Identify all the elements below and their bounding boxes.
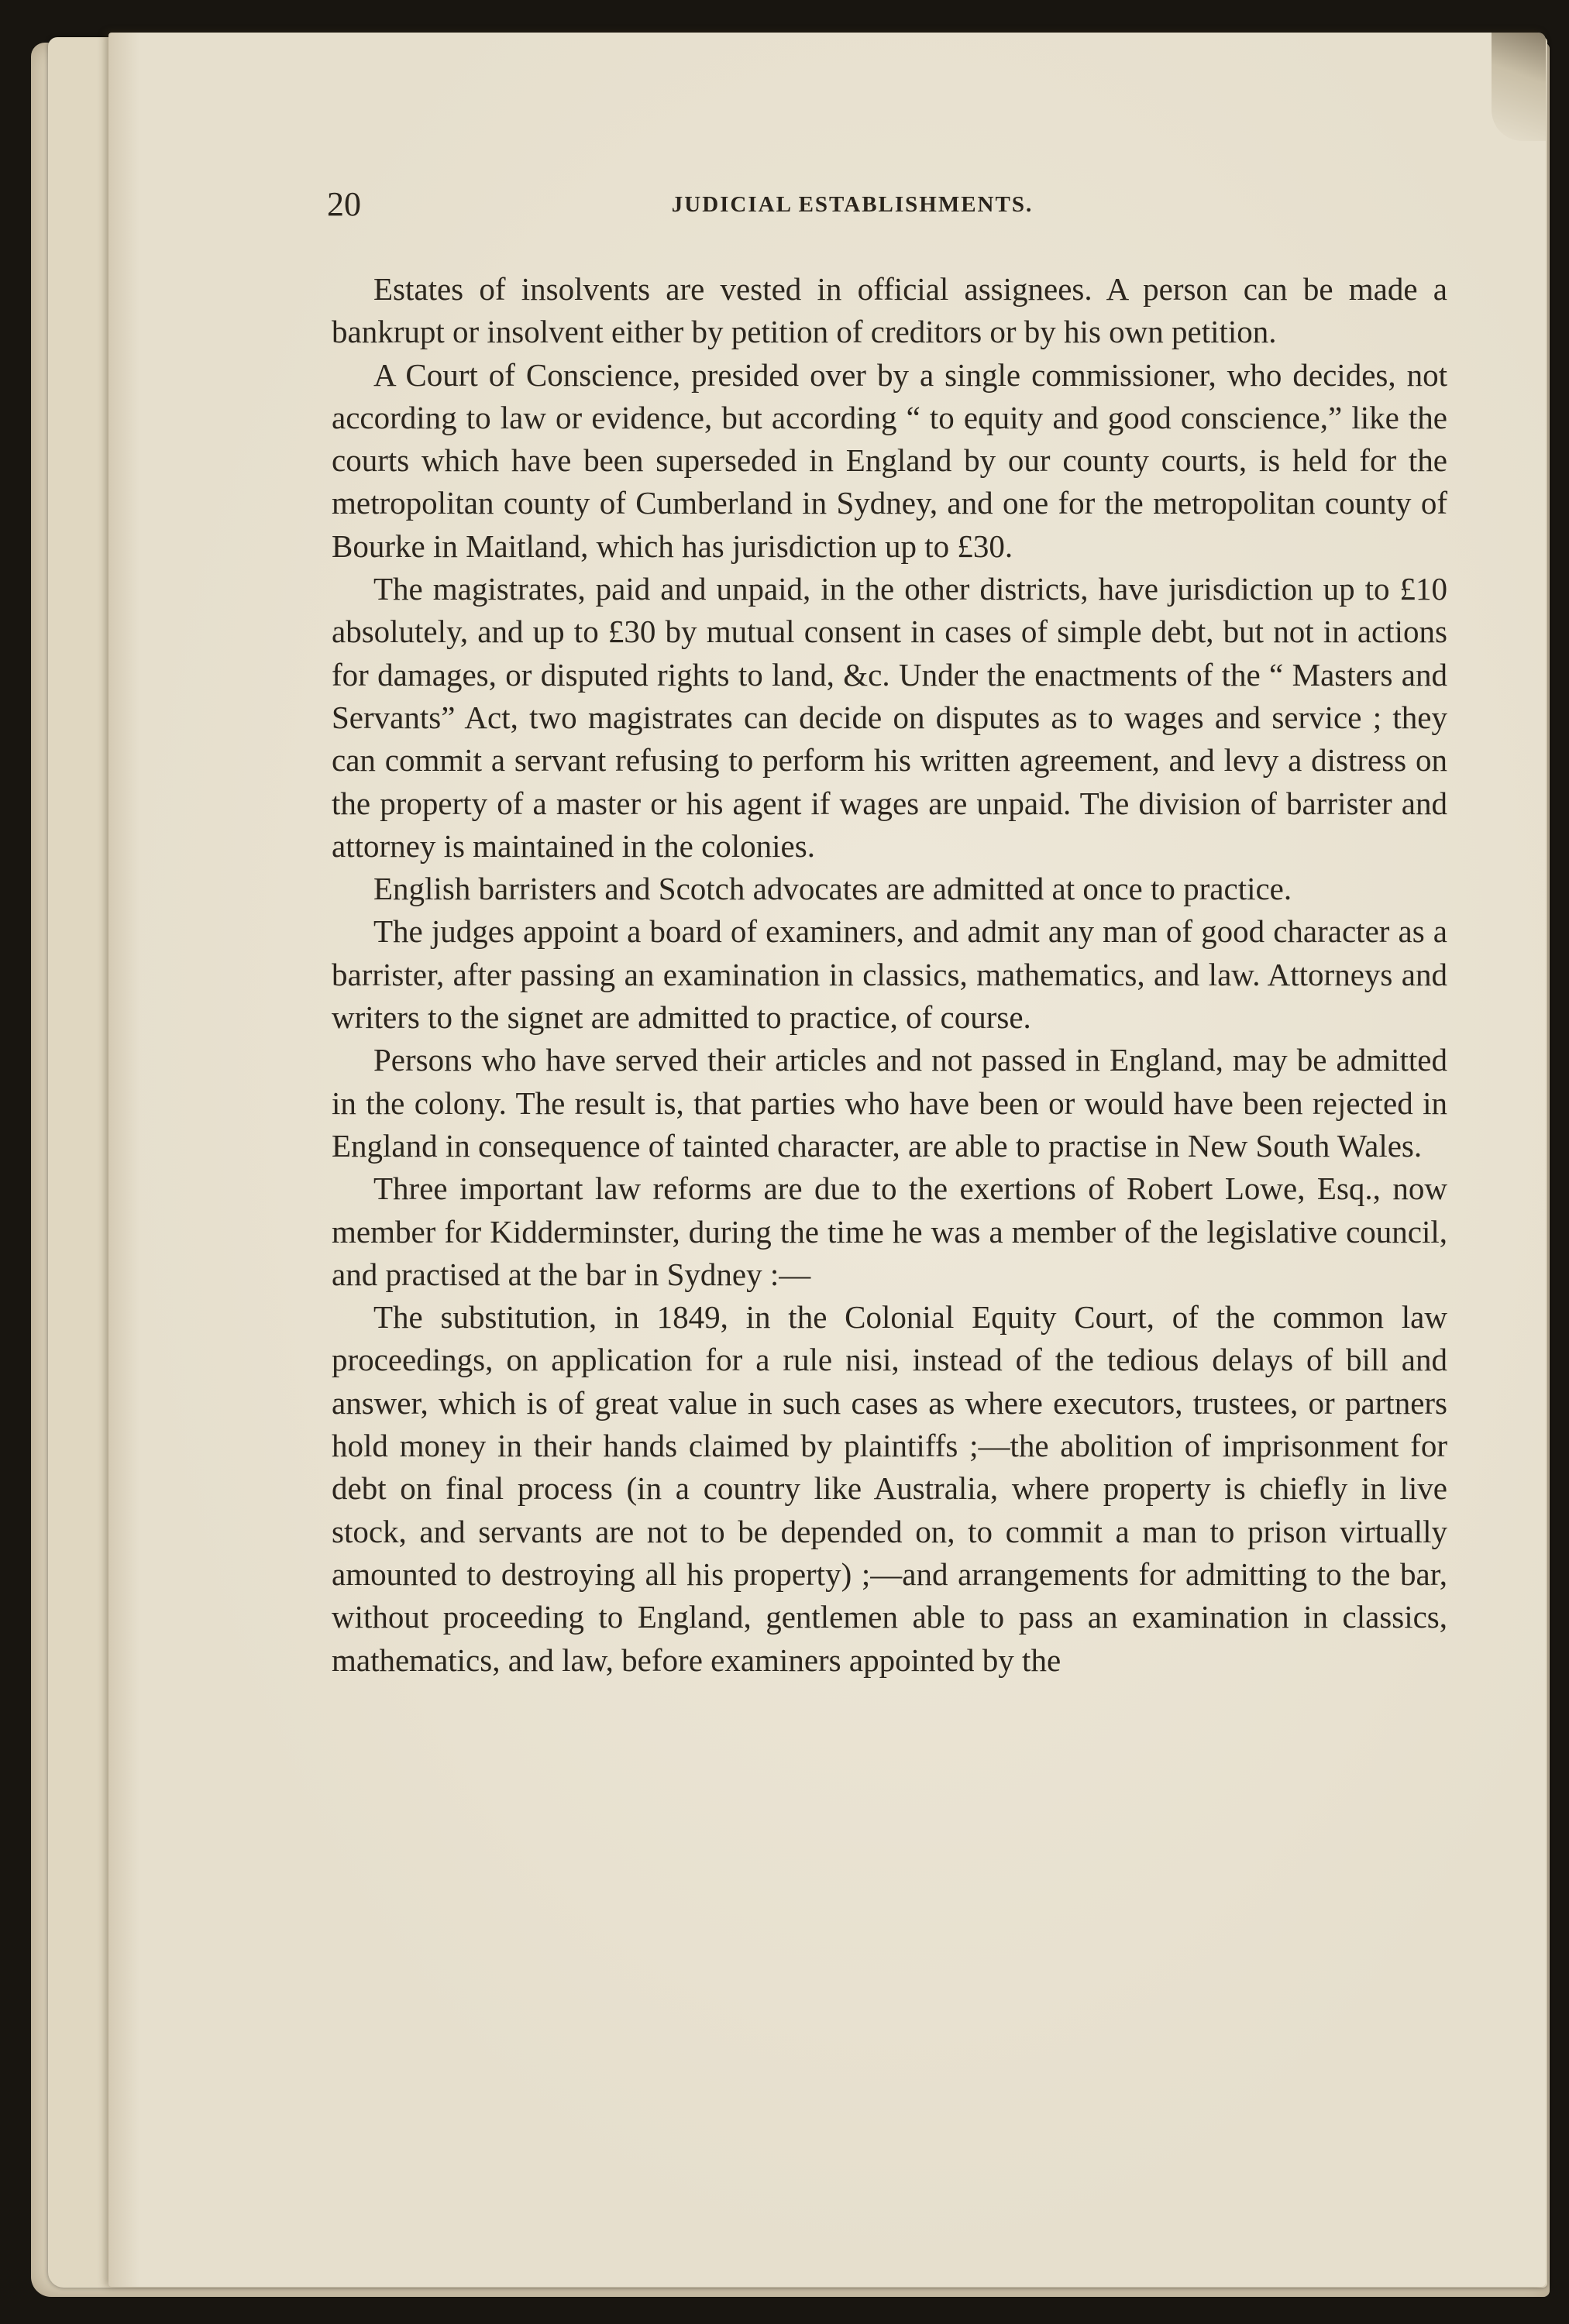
page-corner-fold — [1492, 33, 1546, 141]
paragraph-articles: Persons who have served their articles and not passed in England, may be admitted in the colony. The result is, that parties who have been or would have been rejected in England in consequence of tainted character, are able to practise in New South Wales. — [332, 1042, 1447, 1164]
paragraph-barristers-advocates: English barristers and Scotch advocates are admitted at once to practice. — [373, 871, 1292, 907]
paragraph-court-of-conscience: A Court of Conscience, presided over by a single commissioner, who decides, not according to law or evidence, but according “ to equity and good conscience,” like the courts which have been superseded in England by our county courts, is held for the metropolitan county of Cumberland in Sydney, and one for the metropolitan county of Bourke in Maitland, which has jurisdiction up to £30. — [332, 356, 1447, 564]
paragraph-law-reforms: Three important law reforms are due to the exertions of Robert Lowe, Esq., now member for Kidderminster, during the time he was a member of the legislative council, and practised at the bar in Sydney :— — [332, 1171, 1447, 1292]
paragraph-insolvents: Estates of insolvents are vested in official assignees. A person can be made a bankrupt or insolvent either by petition of creditors or by his own petition. — [332, 271, 1447, 350]
paragraph-substitution: The substitution, in 1849, in the Colonial Equity Court, of the common law proceedings, on application for a rule nisi, instead of the tedious delays of bill and answer, which is of great value in such cases as where executors, trustees, or partners hold money in their hands claimed by plaintiffs ;—the abolition of imprisonment for debt on final process (in a country like Australia, where property is chiefly in live stock, and servants are not to be depended on, to commit a man to prison virtually amounted to destroying all his property) ;—and arrangements for admitting to the bar, without proceeding to England, gentlemen able to pass an examination in classics, mathematics, and law, before examiners appointed by the — [332, 1299, 1447, 1678]
paragraph-magistrates: The magistrates, paid and unpaid, in the other districts, have jurisdiction up to £10 absolutely, and up to £30 by mutual consent in cases of simple debt, but not in actions for damages, or disputed rights to land, &c. Under the enactments of the “ Masters and Servants” Act, two magistrates can decide on disputes as to wages and service ; they can commit a servant refusing to perform his written agreement, and levy a distress on the property of a master or his agent if wages are unpaid. The division of barrister and attorney is maintained in the colonies. — [332, 571, 1447, 864]
running-head: JUDICIAL ESTABLISHMENTS. — [671, 192, 1034, 217]
page-number: 20 — [327, 185, 361, 223]
page-header — [217, 184, 1441, 239]
body-text — [332, 268, 1447, 1682]
paragraph-board-of-examiners: The judges appoint a board of examiners, and admit any man of good character as a barrister, after passing an examination in classics, mathematics, and law. Attorneys and writers to the signet are admitted to practice, of course. — [332, 913, 1447, 1036]
